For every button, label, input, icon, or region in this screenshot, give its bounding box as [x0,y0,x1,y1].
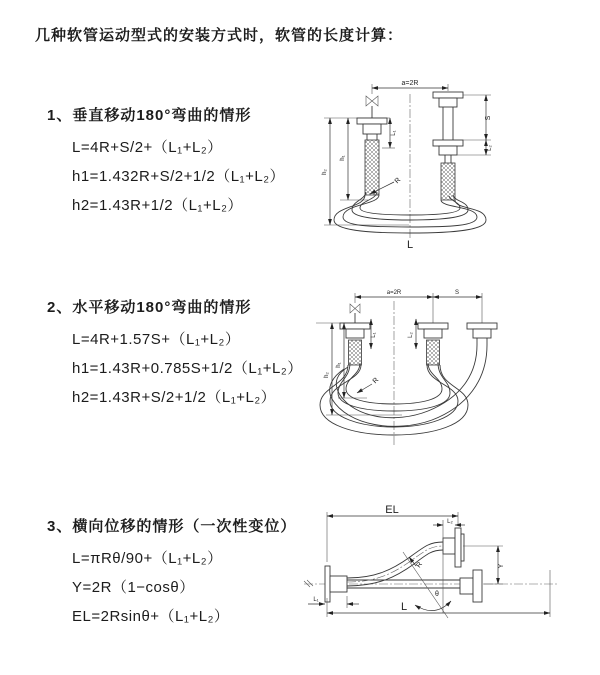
left-flange [325,566,347,602]
dim-label-l2: L₂ [408,332,414,338]
dim-label-s: S [454,290,460,296]
diagram-lateral-displacement [300,500,600,650]
formula: Y=2R（1−cosθ） [72,579,195,596]
formula: L=4R+S/2+（L₁+L₂） [72,139,223,156]
middle-flange [418,323,448,365]
radius-label: R [393,176,403,186]
dim-label-h1: h₁ [336,362,342,368]
valve-icon [350,304,360,313]
dim-label-h2: h₂ [324,372,330,378]
formula: h1=1.432R+S/2+1/2（L₁+L₂） [72,168,286,185]
section-lateral-displacement [47,515,296,631]
section-horizontal-movement [47,296,303,412]
dim-label-h2: h₂ [322,169,328,175]
dim-label-y: Y [498,563,505,569]
section-2-heading: 2、水平移动180°弯曲的情形 [47,299,252,316]
page-title: 几种软管运动型式的安装方式时，软管的长度计算： [35,27,404,44]
hose-s-curve-displaced [347,542,443,586]
right-flange-original [460,570,482,602]
dim-label-s: S [485,115,492,121]
dim-label-l2: L₂ [447,519,453,525]
right-flange-lower [433,140,463,155]
dim-label-a2r: a=2R [386,290,402,296]
dim-label-l1: L₁ [391,130,397,136]
dim-label-el: EL [385,504,399,516]
diagram-horizontal-180-bend [310,283,530,463]
dim-label-l1: L₁ [313,597,319,603]
right-flange-upper [433,92,463,107]
braided-hose-section [441,163,455,200]
section-1-heading: 1、垂直移动180°弯曲的情形 [47,107,252,124]
diagram-vertical-180-bend [310,70,540,260]
left-flange [340,323,370,365]
radius-label: R [415,561,425,570]
valve-icon [366,96,378,106]
break-tick [304,580,313,587]
formula: h1=1.43R+0.785S+1/2（L₁+L₂） [72,360,303,377]
right-flange [467,323,497,345]
length-label: L [400,601,408,613]
formula: h2=1.43R+S/2+1/2（L₁+L₂） [72,389,277,406]
dim-label-a2r: a=2R [401,80,419,87]
braided-hose-section [365,140,379,195]
hose-u-bend [334,192,486,233]
formula: L=4R+1.57S+（L₁+L₂） [72,331,241,348]
left-flange [357,118,387,195]
section-3-heading: 3、横向位移的情形（一次性变位） [47,518,297,535]
dim-label-l1: L₁ [371,332,377,338]
theta-label: θ [435,591,439,598]
upper-right-flange [443,528,464,567]
section-vertical-movement [47,104,285,220]
formula: L=πRθ/90+（L₁+L₂） [72,550,223,567]
radius-label: R [371,376,381,386]
length-label: L [406,239,414,251]
formula: h2=1.43R+1/2（L₁+L₂） [72,197,243,214]
formula: EL=2Rsinθ+（L₁+L₂） [72,608,230,625]
dim-label-l2: L₂ [487,145,493,151]
dim-label-h1: h₁ [340,155,346,161]
